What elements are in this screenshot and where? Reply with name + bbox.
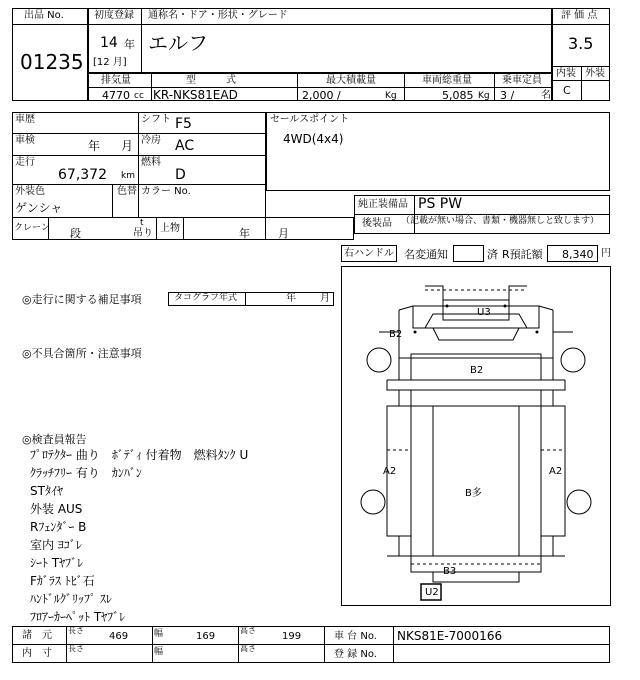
inspector-line: Rﾌｪﾝﾀﾞｰ B [30,520,87,534]
crane-hook: 吊り [133,228,153,239]
ac-label: 冷房 [141,135,161,146]
inspector-line: ﾌﾟﾛﾃｸﾀｰ 曲り ﾎﾞﾃﾞｨ 付着物 燃料ﾀﾝｸ U [30,448,249,462]
displacement-unit: cc [134,91,144,101]
crane-stage: 段 [70,227,81,240]
fuel-value: D [175,167,186,183]
interior-label: 内装 [556,68,576,79]
inspector-line: ﾊﾝﾄﾞﾙｸﾞﾘｯﾌﾟ ｽﾚ [30,592,112,606]
length-value: 469 [109,631,129,642]
body-month: 月 [278,227,289,240]
driving-notes-label: ◎走行に関する補足事項 [22,293,142,306]
type-value: KR-NKS81EAD [153,88,238,102]
inspector-label: ◎検査員報告 [22,433,87,446]
color-no-label: カラー No. [141,186,191,197]
notice-box [453,245,484,262]
capacity-label: 乗車定員 [502,75,542,86]
lot-number: 01235 [20,50,84,74]
truck-diagram [341,266,611,606]
inspector-line: ﾌﾛｱｰｶｰﾍﾟｯﾄ Tﾔﾌﾞﾚ [30,610,126,624]
dim-label: 諸 元 [22,630,52,641]
capacity-unit: 名 [541,90,551,101]
length-label-2: 長さ [68,644,84,653]
first-reg-month: [12 月] [93,57,127,68]
first-reg-label: 初度登録 [94,10,134,21]
crane-t-unit: t [140,218,144,228]
defect-notes-label: ◎不具合箇所・注意事項 [22,347,142,360]
width-value: 169 [196,631,216,642]
gross-weight-value: 5,085 [442,89,474,102]
crane-label: クレーン [14,223,50,233]
inspection-month-unit: 月 [121,139,134,153]
damage-mark: A2 [383,466,397,477]
damage-mark: B3 [443,566,457,577]
damage-mark: A2 [549,466,563,477]
recycle-deposit: 8,340 [562,248,594,261]
shift-label: シフト [141,114,171,125]
chassis-no: NKS81E-7000166 [397,629,503,643]
sales-text: 4WD(4x4) [283,132,344,146]
color-code-label: 色替 [117,186,137,197]
exterior-label: 外装 [585,68,605,79]
inspection-year-unit: 年 [88,139,101,153]
shift-value: F5 [175,116,192,132]
interior-grade: C [563,84,571,97]
mileage-value: 67,372 [58,167,107,183]
length-label: 長さ [68,626,84,635]
lot-label: 出品 No. [24,10,64,21]
width-label: 幅 [154,629,164,639]
notice-label: 名変通知 [404,248,448,261]
recycle-unit: 円 [601,248,611,259]
mileage-unit: km [121,171,135,181]
height-value: 199 [282,631,302,642]
body-year: 年 [239,227,250,240]
damage-mark: B2 [389,329,403,340]
max-load-label: 最大積載量 [326,75,376,86]
ac-value: AC [175,138,195,154]
model-label: 通称名・ドア・形状・グレード [148,10,288,21]
interior-dim-label: 内 寸 [22,648,52,659]
recycle-deposit-label: R預託額 [502,248,543,261]
equipment-value: PS PW [418,196,463,212]
max-load-value: 2,000 / [302,89,341,102]
inspector-line: ｸﾗｯﾁﾌﾘｰ 有り ｶﾝﾊﾞﾝ [30,466,142,480]
damage-mark: B2 [470,365,484,376]
chassis-label: 車 台 No. [334,631,377,642]
inspector-line: ｼｰﾄ Tﾔﾌﾞﾚ [30,556,84,570]
max-load-unit: Kg [385,91,397,101]
type-label: 型 式 [186,75,236,86]
height-label: 高さ [240,626,256,635]
inspector-line: STﾀｲﾔ [30,484,63,498]
color-label: 外装色 [15,186,45,197]
gross-weight-unit: Kg [478,91,490,101]
reg-label: 登 録 No. [334,649,377,660]
tacho-month: 月 [320,293,330,304]
inspector-line: 外装 AUS [30,502,83,516]
mileage-label: 走行 [15,157,35,168]
damage-mark: B多 [465,488,482,499]
inspection-label: 車検 [15,135,35,146]
history-label: 車歴 [15,114,35,125]
score-label: 評 価 点 [561,10,598,21]
recycle-label: 済 [487,248,498,261]
height-label-2: 高さ [240,644,256,653]
year-unit: 年 [124,38,135,51]
width-label-2: 幅 [154,647,164,657]
tacho-label: タコグラフ年式 [174,293,238,303]
handle-text: 右ハンドル [344,248,394,259]
capacity-value: 3 / [500,89,515,102]
color-value: ゲンシャ [15,201,63,215]
gross-weight-label: 車両総重量 [422,75,472,86]
damage-mark: U3 [477,307,491,318]
damage-mark: U2 [425,587,439,598]
first-reg-year: 14 [100,35,118,51]
tacho-year: 年 [286,293,296,304]
equipment-label: 純正装備品 [358,199,408,210]
fuel-label: 燃料 [141,157,161,168]
inspector-line: 室内 ﾖｺﾞﾚ [30,538,82,552]
body-label: 上物 [160,223,180,234]
vehicle-box [12,112,266,240]
inspector-line: Fｶﾞﾗｽ ﾄﾋﾞ石 [30,574,95,588]
model-name: エルフ [148,31,208,55]
aftermarket-note: （記載が無い場合、書類・機器無しと致します） [401,216,600,226]
aftermarket-label: 後装品 [362,218,392,229]
score-value: 3.5 [568,34,594,53]
sales-label: セールスポイント [270,114,350,125]
displacement-label: 排気量 [101,75,131,86]
displacement-value: 4770 [102,89,130,102]
